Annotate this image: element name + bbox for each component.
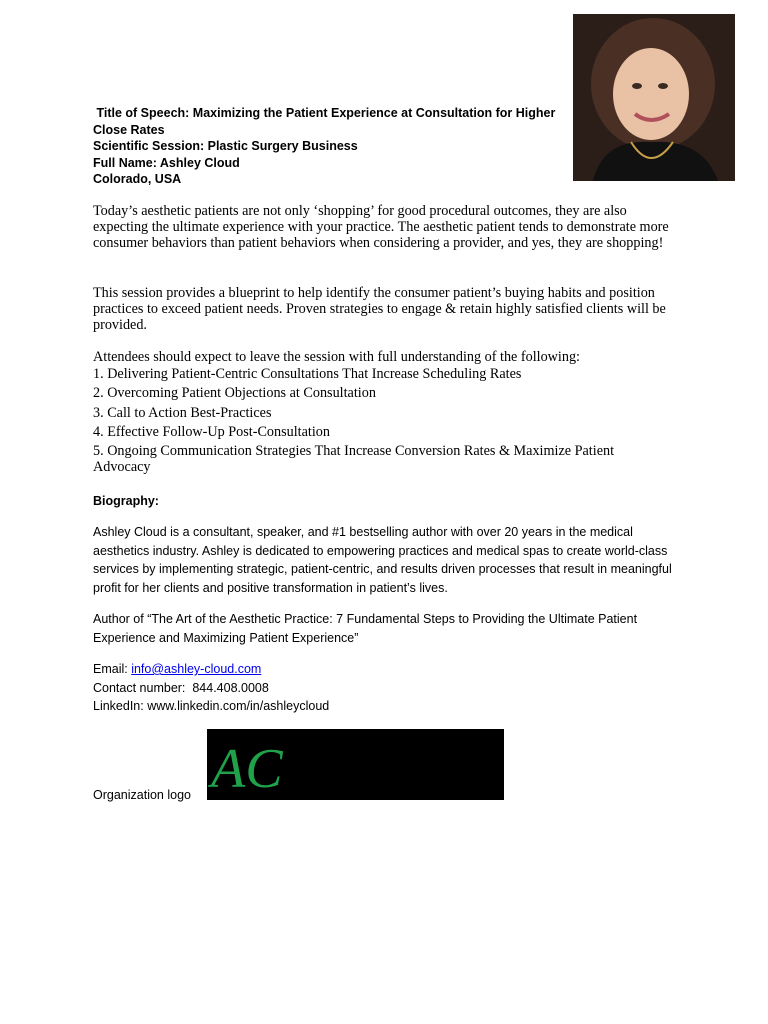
biography-heading: Biography: xyxy=(93,494,159,508)
logo-monogram: AC xyxy=(211,738,283,800)
objectives-intro: Attendees should expect to leave the session with full understanding of the following: xyxy=(93,349,581,365)
contact-number: Contact number: 844.408.0008 xyxy=(93,680,269,695)
author-book-paragraph: Author of “The Art of the Aesthetic Practice: 7 Fundamental Steps to Providing the Ultimate Patient Experience and Maximizing Patient Experience” xyxy=(93,612,638,645)
contact-block xyxy=(93,660,673,716)
speech-title-line2: Close Rates xyxy=(93,122,165,137)
abstract-paragraph-1: Today’s aesthetic patients are not only ‘shopping’ for good procedural outcomes, they are also expecting the ultimate experience with your practice. The aesthetic patient tends to demonstrate more consumer behaviors than patient behaviors when considering a provider, and yes, they are shopping! xyxy=(93,203,669,252)
speaker-photo xyxy=(573,14,735,181)
biography-paragraph: Ashley Cloud is a consultant, speaker, and #1 bestselling author with over 20 years in the medical aesthetics industry. Ashley is dedicated to empowering practices and medical spas to create world-class services by implementing strategic, patient-centric, and results driven processes that result in meaningful profit for her clients and positive transformation in patient’s lives. xyxy=(93,525,672,595)
list-item: 1. Delivering Patient-Centric Consultations That Increase Scheduling Rates xyxy=(93,366,522,383)
list-item: 3. Call to Action Best-Practices xyxy=(93,404,272,421)
objectives-list xyxy=(93,349,673,478)
full-name: Full Name: Ashley Cloud xyxy=(93,155,240,170)
email-line xyxy=(93,660,673,679)
speech-title-line1: Title of Speech: Maximizing the Patient Experience at Consultation for Higher xyxy=(93,106,556,120)
organization-logo xyxy=(207,729,504,800)
speaker-portrait-image xyxy=(573,14,735,181)
ac-monogram-logo xyxy=(207,729,504,800)
organization-logo-label: Organization logo xyxy=(93,788,191,802)
speech-header xyxy=(93,105,563,188)
list-item: 5. Ongoing Communication Strategies That Increase Conversion Rates & Maximize Patient Advocacy xyxy=(93,443,615,476)
scientific-session: Scientific Session: Plastic Surgery Business xyxy=(93,139,358,153)
linkedin: LinkedIn: www.linkedin.com/in/ashleycloud xyxy=(93,699,330,714)
list-item: 4. Effective Follow-Up Post-Consultation xyxy=(93,423,330,440)
email-link[interactable]: info@ashley-cloud.com xyxy=(131,662,262,676)
location: Colorado, USA xyxy=(93,172,182,186)
email-label: Email: xyxy=(93,662,132,676)
abstract-paragraph-2: This session provides a blueprint to help identify the consumer patient’s buying habits and position practices to exceed patient needs. Proven strategies to engage & retain highly satisfied clients will be provided. xyxy=(93,285,666,334)
list-item: 2. Overcoming Patient Objections at Consultation xyxy=(93,385,376,402)
